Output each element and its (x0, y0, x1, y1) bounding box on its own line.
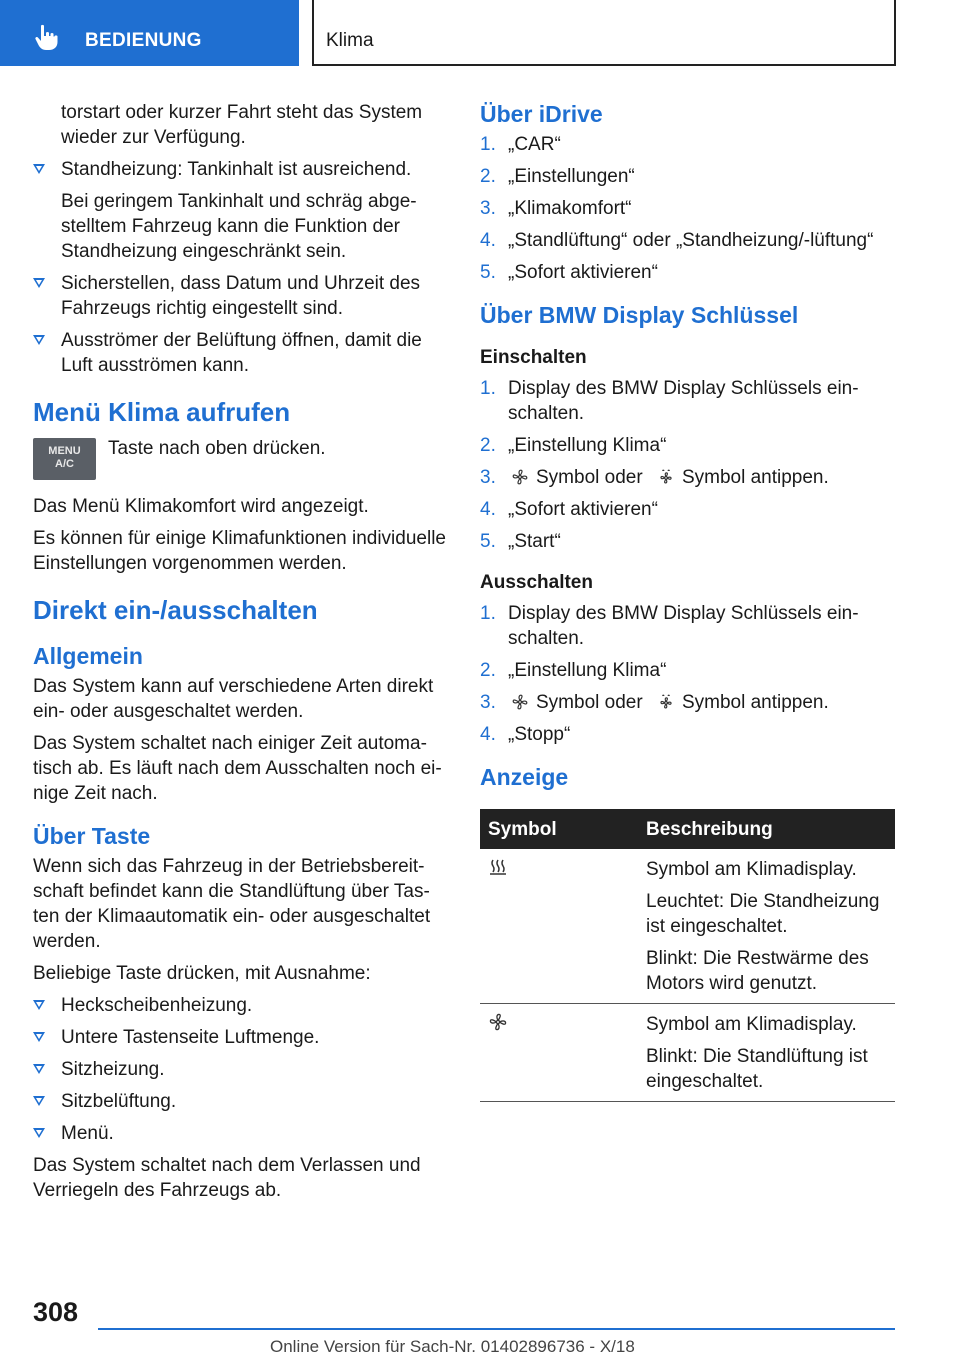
right-column (480, 100, 895, 1102)
step-text: „Sofort aktivieren“ (508, 262, 658, 283)
step-number: 2. (480, 166, 496, 187)
list-item (480, 601, 895, 651)
step-text: „Klimakomfort“ (508, 198, 632, 219)
menu-key-row (33, 436, 448, 484)
menu-key-text: Taste nach oben drücken. (108, 438, 326, 459)
step-text: Display des BMW Display Schlüssels ein-schalten. (508, 378, 859, 424)
list-item (480, 260, 895, 285)
heading-ueber-taste: Über Taste (33, 823, 151, 849)
list-item (33, 1057, 448, 1082)
heated-fan-icon (656, 693, 676, 711)
bullet-text: Ausströmer der Belüftung öffnen, damit die Luft ausströmen kann. (61, 330, 422, 376)
list-item (33, 1121, 448, 1146)
ventilation-fan-icon (510, 693, 530, 711)
pointing-hand-icon (32, 22, 62, 52)
heading-einschalten: Einschalten (480, 347, 587, 368)
description-line: Symbol am Klimadisplay. (646, 859, 857, 880)
description-line: Blinkt: Die Restwärme des Motors wird genutzt. (646, 948, 869, 994)
step-number: 5. (480, 531, 496, 552)
list-item (33, 271, 448, 321)
list-item (480, 690, 895, 715)
bullet-text: Untere Tastenseite Luftmenge. (61, 1027, 320, 1048)
step-number: 1. (480, 603, 496, 624)
step-number: 1. (480, 378, 496, 399)
step-number: 3. (480, 692, 496, 713)
menu-ac-key-icon (33, 438, 96, 480)
end-text: Das System schaltet nach dem Verlassen und Verriegeln des Fahrzeugs ab. (33, 1155, 421, 1201)
symbol-table (480, 809, 895, 1102)
bullet-text: Menü. (61, 1123, 114, 1144)
table-row (480, 1004, 895, 1102)
list-item (480, 465, 895, 490)
bullet-extra-text: Bei geringem Tankinhalt und schräg abge-stelltem Fahrzeug kann die Funktion der Standheizung eingeschränkt sein. (61, 191, 417, 262)
ventilation-fan-icon (510, 468, 530, 486)
list-item (480, 722, 895, 747)
menu-key-line2: A/C (55, 458, 74, 470)
heading-menu-klima: Menü Klima aufrufen (33, 397, 291, 427)
bullet-triangle-icon (33, 1064, 45, 1074)
bullet-text: Sitzbelüftung. (61, 1091, 177, 1112)
step-number: 2. (480, 660, 496, 681)
description-line: Blinkt: Die Standlüftung ist eingeschaltet. (646, 1046, 868, 1092)
step-text: „Einstellungen“ (508, 166, 635, 187)
heading-direkt: Direkt ein-/ausschalten (33, 595, 318, 625)
description-line: Leuchtet: Die Standheizung ist eingeschaltet. (646, 891, 880, 937)
list-item (480, 658, 895, 683)
ventilation-fan-icon (488, 1012, 508, 1032)
bullet-text: Standheizung: Tankinhalt ist ausreichend. (61, 159, 412, 180)
step-number: 4. (480, 724, 496, 745)
description-line: Symbol am Klimadisplay. (646, 1014, 857, 1035)
table-header-description: Beschreibung (638, 809, 895, 849)
heading-idrive: Über iDrive (480, 101, 603, 127)
intro-text: torstart oder kurzer Fahrt steht das System wieder zur Verfügung. (61, 102, 423, 148)
bullet-triangle-icon (33, 164, 45, 174)
section-label: Klima (326, 30, 374, 51)
step-text (508, 690, 895, 715)
list-item (480, 132, 895, 157)
list-item (480, 196, 895, 221)
step-number: 3. (480, 467, 496, 488)
table-header-symbol: Symbol (480, 809, 638, 849)
page-header (0, 0, 960, 66)
step-text (508, 465, 895, 490)
step-text: Display des BMW Display Schlüssels ein-schalten. (508, 603, 859, 649)
step-number: 2. (480, 435, 496, 456)
menu-text-2: Es können für einige Klimafunktionen individuelle Einstellungen vorgenommen werden. (33, 528, 446, 574)
taste-text-2: Beliebige Taste drücken, mit Ausnahme: (33, 963, 371, 984)
heading-anzeige: Anzeige (480, 764, 569, 790)
allgemein-text-2: Das System schaltet nach einiger Zeit automa-tisch ab. Es läuft nach dem Ausschalten noch ei-nige Zeit nach. (33, 733, 442, 804)
step-text: „Sofort aktivieren“ (508, 499, 658, 520)
taste-text-1: Wenn sich das Fahrzeug in der Betriebsbereit-schaft befindet kann die Standlüftung über Tas-ten der Klimaautomatik ein- oder ausgeschaltet werden. (33, 856, 431, 952)
chapter-tab (0, 0, 299, 66)
step-text: „Stopp“ (508, 724, 571, 745)
heading-allgemein: Allgemein (33, 643, 143, 669)
chapter-label: BEDIENUNG (85, 30, 202, 51)
bullet-triangle-icon (33, 1032, 45, 1042)
heading-ausschalten: Ausschalten (480, 572, 593, 593)
step-text: „CAR“ (508, 134, 561, 155)
bullet-triangle-icon (33, 335, 45, 345)
menu-text-1: Das Menü Klimakomfort wird angezeigt. (33, 496, 369, 517)
table-cell-symbol (480, 849, 638, 1004)
step-number: 4. (480, 499, 496, 520)
footer-divider (98, 1328, 895, 1330)
step-text: „Start“ (508, 531, 561, 552)
list-item (480, 164, 895, 189)
step-number: 4. (480, 230, 496, 251)
step-text: „Einstellung Klima“ (508, 660, 667, 681)
table-row (480, 849, 895, 1004)
list-item (33, 328, 448, 378)
list-item (480, 376, 895, 426)
bullet-text: Sicherstellen, dass Datum und Uhrzeit des Fahrzeugs richtig eingestellt sind. (61, 273, 421, 319)
list-item (33, 1089, 448, 1114)
heating-icon (488, 857, 508, 877)
bullet-triangle-icon (33, 1128, 45, 1138)
left-column (33, 100, 448, 1210)
step-text: „Standlüftung“ oder „Standheizung/-lüftung“ (508, 230, 874, 251)
step-number: 3. (480, 198, 496, 219)
list-item (480, 433, 895, 458)
list-item (480, 228, 895, 253)
list-item (33, 993, 448, 1018)
list-item (480, 529, 895, 554)
heading-display-key: Über BMW Display Schlüssel (480, 302, 799, 328)
step-number: 1. (480, 134, 496, 155)
bullet-text: Heckscheibenheizung. (61, 995, 253, 1016)
table-cell-symbol (480, 1004, 638, 1102)
symbol-tap-text: Symbol antippen. (681, 467, 829, 488)
list-item (33, 157, 448, 182)
symbol-or-text: Symbol oder (536, 692, 643, 713)
bullet-text: Sitzheizung. (61, 1059, 165, 1080)
table-cell-description (638, 1004, 895, 1102)
allgemein-text-1: Das System kann auf verschiedene Arten direkt ein- oder ausgeschaltet werden. (33, 676, 434, 722)
page-number: 308 (33, 1297, 79, 1327)
bullet-triangle-icon (33, 1000, 45, 1010)
bullet-triangle-icon (33, 278, 45, 288)
step-text: „Einstellung Klima“ (508, 435, 667, 456)
symbol-tap-text: Symbol antippen. (681, 692, 829, 713)
symbol-or-text: Symbol oder (536, 467, 643, 488)
list-item (480, 497, 895, 522)
table-cell-description (638, 849, 895, 1004)
menu-key-line1: MENU (48, 445, 81, 457)
bullet-triangle-icon (33, 1096, 45, 1106)
heated-fan-icon (656, 468, 676, 486)
table-header-row (480, 809, 895, 849)
step-number: 5. (480, 262, 496, 283)
footer-text: Online Version für Sach-Nr. 01402896736 - X/18 (270, 1337, 635, 1356)
list-item (33, 1025, 448, 1050)
section-box (312, 0, 896, 66)
